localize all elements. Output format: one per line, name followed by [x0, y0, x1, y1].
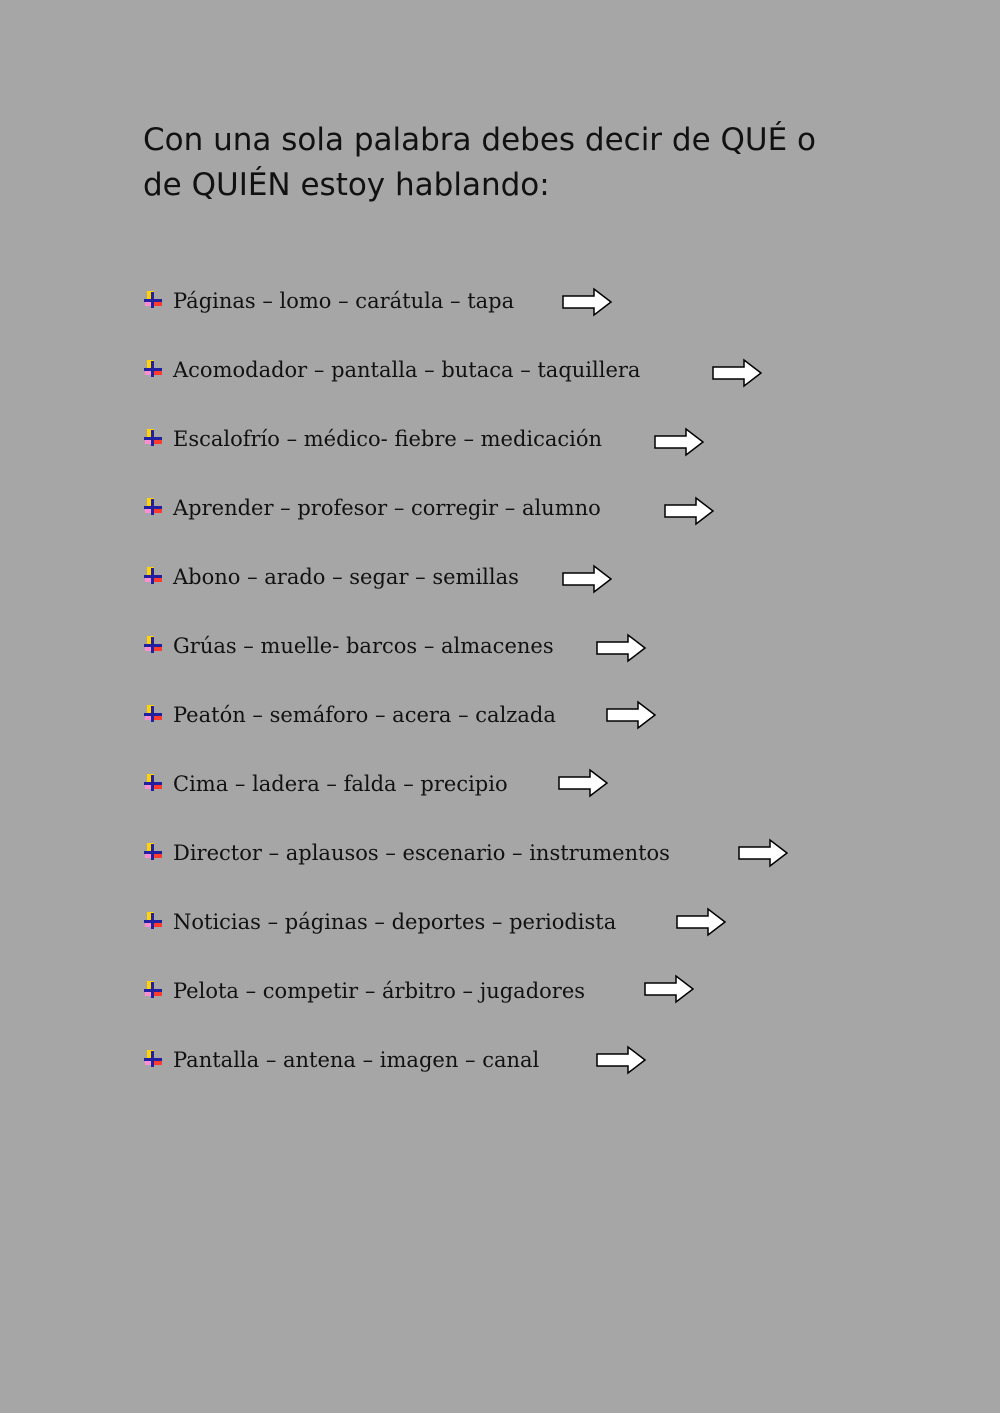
arrow-icon [561, 287, 613, 317]
arrow-icon [605, 700, 657, 730]
item-text: Cima – ladera – falda – precipio [173, 772, 508, 796]
list-item [143, 284, 670, 353]
arrow-icon [643, 974, 695, 1004]
arrow-icon [653, 427, 705, 457]
bullet-icon [143, 290, 163, 310]
arrow-icon [663, 496, 715, 526]
item-text: Aprender – profesor – corregir – alumno [173, 496, 601, 520]
list-item [143, 629, 670, 698]
item-text: Director – aplausos – escenario – instrumentos [173, 841, 670, 865]
arrow-icon [557, 768, 609, 798]
list-item [143, 836, 670, 905]
list-item [143, 491, 670, 560]
bullet-icon [143, 842, 163, 862]
list-item [143, 767, 670, 836]
list-item [143, 1043, 670, 1112]
arrow-icon [595, 1045, 647, 1075]
item-text: Grúas – muelle- barcos – almacenes [173, 634, 554, 658]
list-item [143, 905, 670, 974]
arrow-icon [737, 838, 789, 868]
item-text: Abono – arado – segar – semillas [173, 565, 519, 589]
list-item [143, 353, 670, 422]
item-text: Peatón – semáforo – acera – calzada [173, 703, 556, 727]
bullet-icon [143, 911, 163, 931]
arrow-icon [561, 564, 613, 594]
word-list [143, 284, 670, 1112]
list-item [143, 698, 670, 767]
item-text: Noticias – páginas – deportes – periodista [173, 910, 617, 934]
item-text: Pantalla – antena – imagen – canal [173, 1048, 540, 1072]
bullet-icon [143, 359, 163, 379]
bullet-icon [143, 497, 163, 517]
bullet-icon [143, 773, 163, 793]
item-text: Páginas – lomo – carátula – tapa [173, 289, 515, 313]
bullet-icon [143, 428, 163, 448]
list-item [143, 422, 670, 491]
arrow-icon [711, 358, 763, 388]
item-text: Acomodador – pantalla – butaca – taquillera [173, 358, 641, 382]
arrow-icon [675, 907, 727, 937]
list-item [143, 974, 670, 1043]
bullet-icon [143, 1049, 163, 1069]
arrow-icon [595, 633, 647, 663]
list-item [143, 560, 670, 629]
item-text: Escalofrío – médico- fiebre – medicación [173, 427, 603, 451]
page-title: Con una sola palabra debes decir de QUÉ o de QUIÉN estoy hablando: [143, 122, 817, 203]
bullet-icon [143, 980, 163, 1000]
bullet-icon [143, 635, 163, 655]
item-text: Pelota – competir – árbitro – jugadores [173, 979, 586, 1003]
bullet-icon [143, 566, 163, 586]
bullet-icon [143, 704, 163, 724]
